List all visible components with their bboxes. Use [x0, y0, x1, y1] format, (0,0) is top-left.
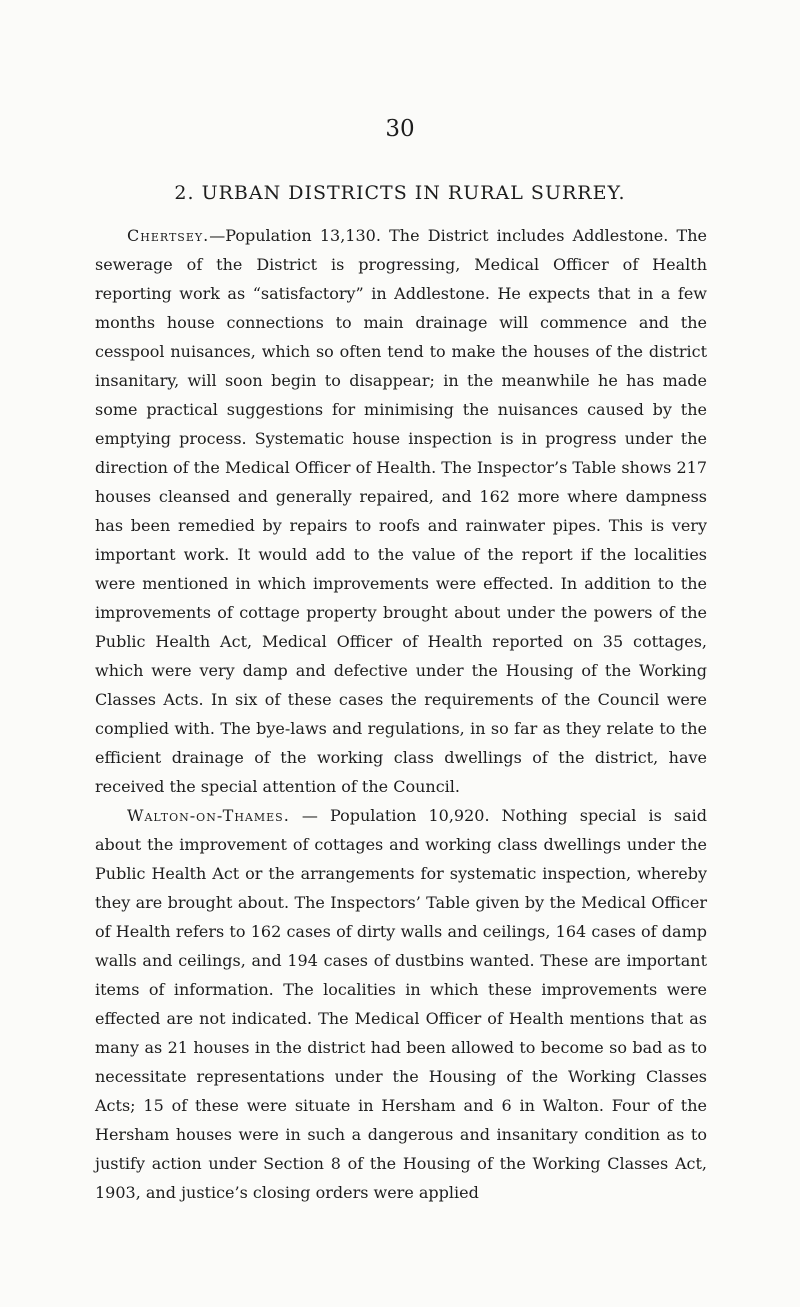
section-heading: 2. URBAN DISTRICTS IN RURAL SURREY. — [174, 182, 626, 204]
paragraph-walton-on-thames — [95, 801, 707, 1207]
paragraph-text-chertsey: —Population 13,130. The District includes Addlestone. The sewerage of the District is progressing, Medical Officer of Health reporting work as “satisfactory” in Addlestone. He expects that in a few months house connections to main drainage will commence and the cesspool nuisances, which so often tend to make the houses of the district insanitary, will soon begin to disappear; in the meanwhile he has made some practical suggestions for minimising the nuisances caused by the emptying process. Systematic house inspection is in progress under the direction of the Medical Officer of Health. The Inspector’s Table shows 217 houses cleansed and generally repaired, and 162 more where dampness has been remedied by repairs to roofs and rainwater pipes. This is very important work. It would add to the value of the report if the localities were mentioned in which improvements were effected. In addition to the improvements of cottage property brought about under the powers of the Public Health Act, Medical Officer of Health reported on 35 cottages, which were very damp and defective under the Housing of the Working Classes Acts. In six of these cases the requirements of the Council were complied with. The bye-laws and regulations, in so far as they relate to the efficient drainage of the working class dwellings of the district, have received the special attention of the Council. — [95, 226, 707, 796]
body-text — [95, 221, 707, 1207]
page-number: 30 — [385, 116, 415, 142]
place-name-chertsey: Chertsey. — [127, 226, 210, 245]
paragraph-text-walton-on-thames: — Population 10,920. Nothing special is said about the improvement of cottages and working class dwellings under the Public Health Act or the arrangements for systematic inspection, whereby they are brought about. The Inspectors’ Table given by the Medical Officer of Health refers to 162 cases of dirty walls and ceilings, 164 cases of damp walls and ceilings, and 194 cases of dustbins wanted. These are important items of information. The localities in which these improvements were effected are not indicated. The Medical Officer of Health mentions that as many as 21 houses in the district had been allowed to become so bad as to necessitate representations under the Housing of the Working Classes Acts; 15 of these were situate in Hersham and 6 in Walton. Four of the Hersham houses were in such a dangerous and insanitary condition as to justify action under Section 8 of the Housing of the Working Classes Act, 1903, and justice’s closing orders were applied — [95, 806, 707, 1202]
place-name-walton-on-thames: Walton-on-Thames. — [127, 806, 290, 825]
paragraph-chertsey — [95, 221, 707, 801]
